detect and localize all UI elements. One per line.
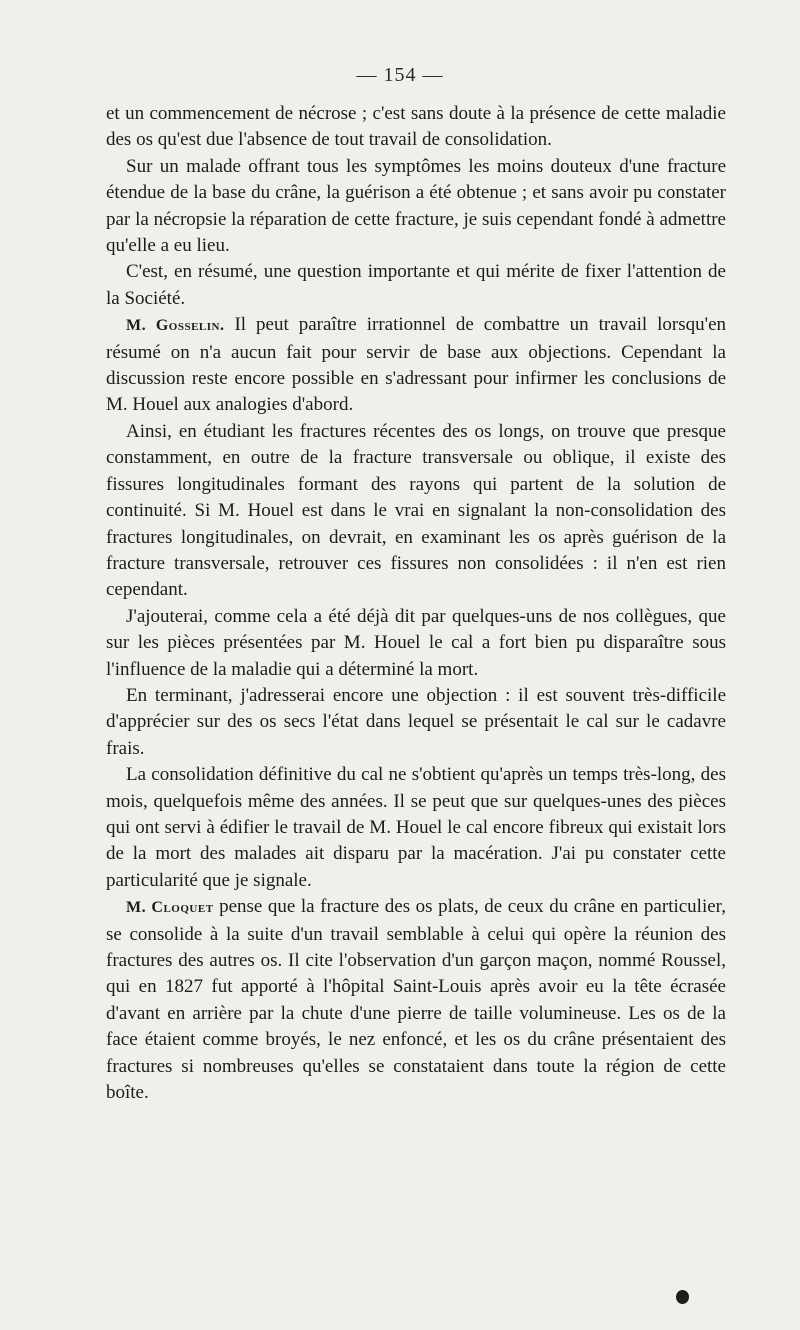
paragraph-text: C'est, en résumé, une question importante et qui mérite de fixer l'attention de la Société. [106,261,726,309]
paragraph [106,604,726,683]
speaker-name: M. Gosselin. [126,317,225,335]
paragraph-text: Il peut paraître irrationnel de combattre un travail lorsqu'en résumé on n'a aucun fait pour servir de base aux objections. Cependant la discussion reste encore possible en s'adressant pour infirmer les conclusions de M. Houel aux analogies d'abord. [106,314,727,416]
ink-spot [676,1290,689,1304]
paragraph [106,154,726,260]
paragraph [106,312,726,419]
speaker-name: M. Cloquet [126,899,214,917]
paragraph-text: La consolidation définitive du cal ne s'obtient qu'après un temps très-long, des mois, quelquefois même des années. Il se peut que sur quelques-unes des pièces qui ont servi à édifier le travail de M. Houel le cal encore fibreux qui existait lors de la mort des malades ait disparu par la macération. J'ai pu constater cette particularité que je signale. [106,764,726,891]
body-text [106,101,726,1106]
paragraph-text: En terminant, j'adresserai encore une objection : il est souvent très-difficile d'apprécier sur des os secs l'état dans lequel se présentait le cal sur le cadavre frais. [106,684,726,759]
paragraph [106,683,726,762]
paragraph-text: J'ajouterai, comme cela a été déjà dit par quelques-uns de nos collègues, que sur les pièces présentées par M. Houel le cal a fort bien pu disparaître sous l'influence de la maladie qui a déterminé la mort. [106,605,726,680]
paragraph [106,419,726,604]
page-number: — 154 — [356,64,444,86]
paragraph [106,894,726,1106]
paragraph-text: Sur un malade offrant tous les symptômes les moins douteux d'une fracture étendue de la base du crâne, la guérison a été obtenue ; et sans avoir pu constater par la nécropsie la réparation de cette fracture, je suis cependant fondé à admettre qu'elle a eu lieu. [106,155,726,257]
paragraph-text: pense que la fracture des os plats, de ceux du crâne en particulier, se consolide à la suite d'un travail semblable à celui qui opère la réunion des fractures des autres os. Il cite l'observation d'un garçon maçon, nommé Roussel, qui en 1827 fut apporté à l'hôpital Saint-Louis après avoir eu la tête écrasée d'avant en arrière par la chute d'une pierre de taille volumineuse. Les os de la face étaient comme broyés, le nez enfoncé, et les os du crâne présentaient des fractures si nombreuses qu'elles se constataient dans toute la région de cette boîte. [106,896,726,1104]
paragraph [106,762,726,894]
paragraph [106,101,726,154]
paragraph-text: et un commencement de nécrose ; c'est sans doute à la présence de cette maladie des os qu'est due l'absence de tout travail de consolidation. [106,103,726,151]
paragraph [106,259,726,312]
paragraph-text: Ainsi, en étudiant les fractures récentes des os longs, on trouve que presque constamment, en outre de la fracture transversale ou oblique, il existe des fissures longitudinales formant des rayons qui partent de la solution de continuité. Si M. Houel est dans le vrai en signalant la non-consolidation des fractures longitudinales, on devrait, en examinant les os après guérison de la fracture transversale, retrouver ces fissures non consolidées : il n'en est rien cependant. [106,420,726,601]
